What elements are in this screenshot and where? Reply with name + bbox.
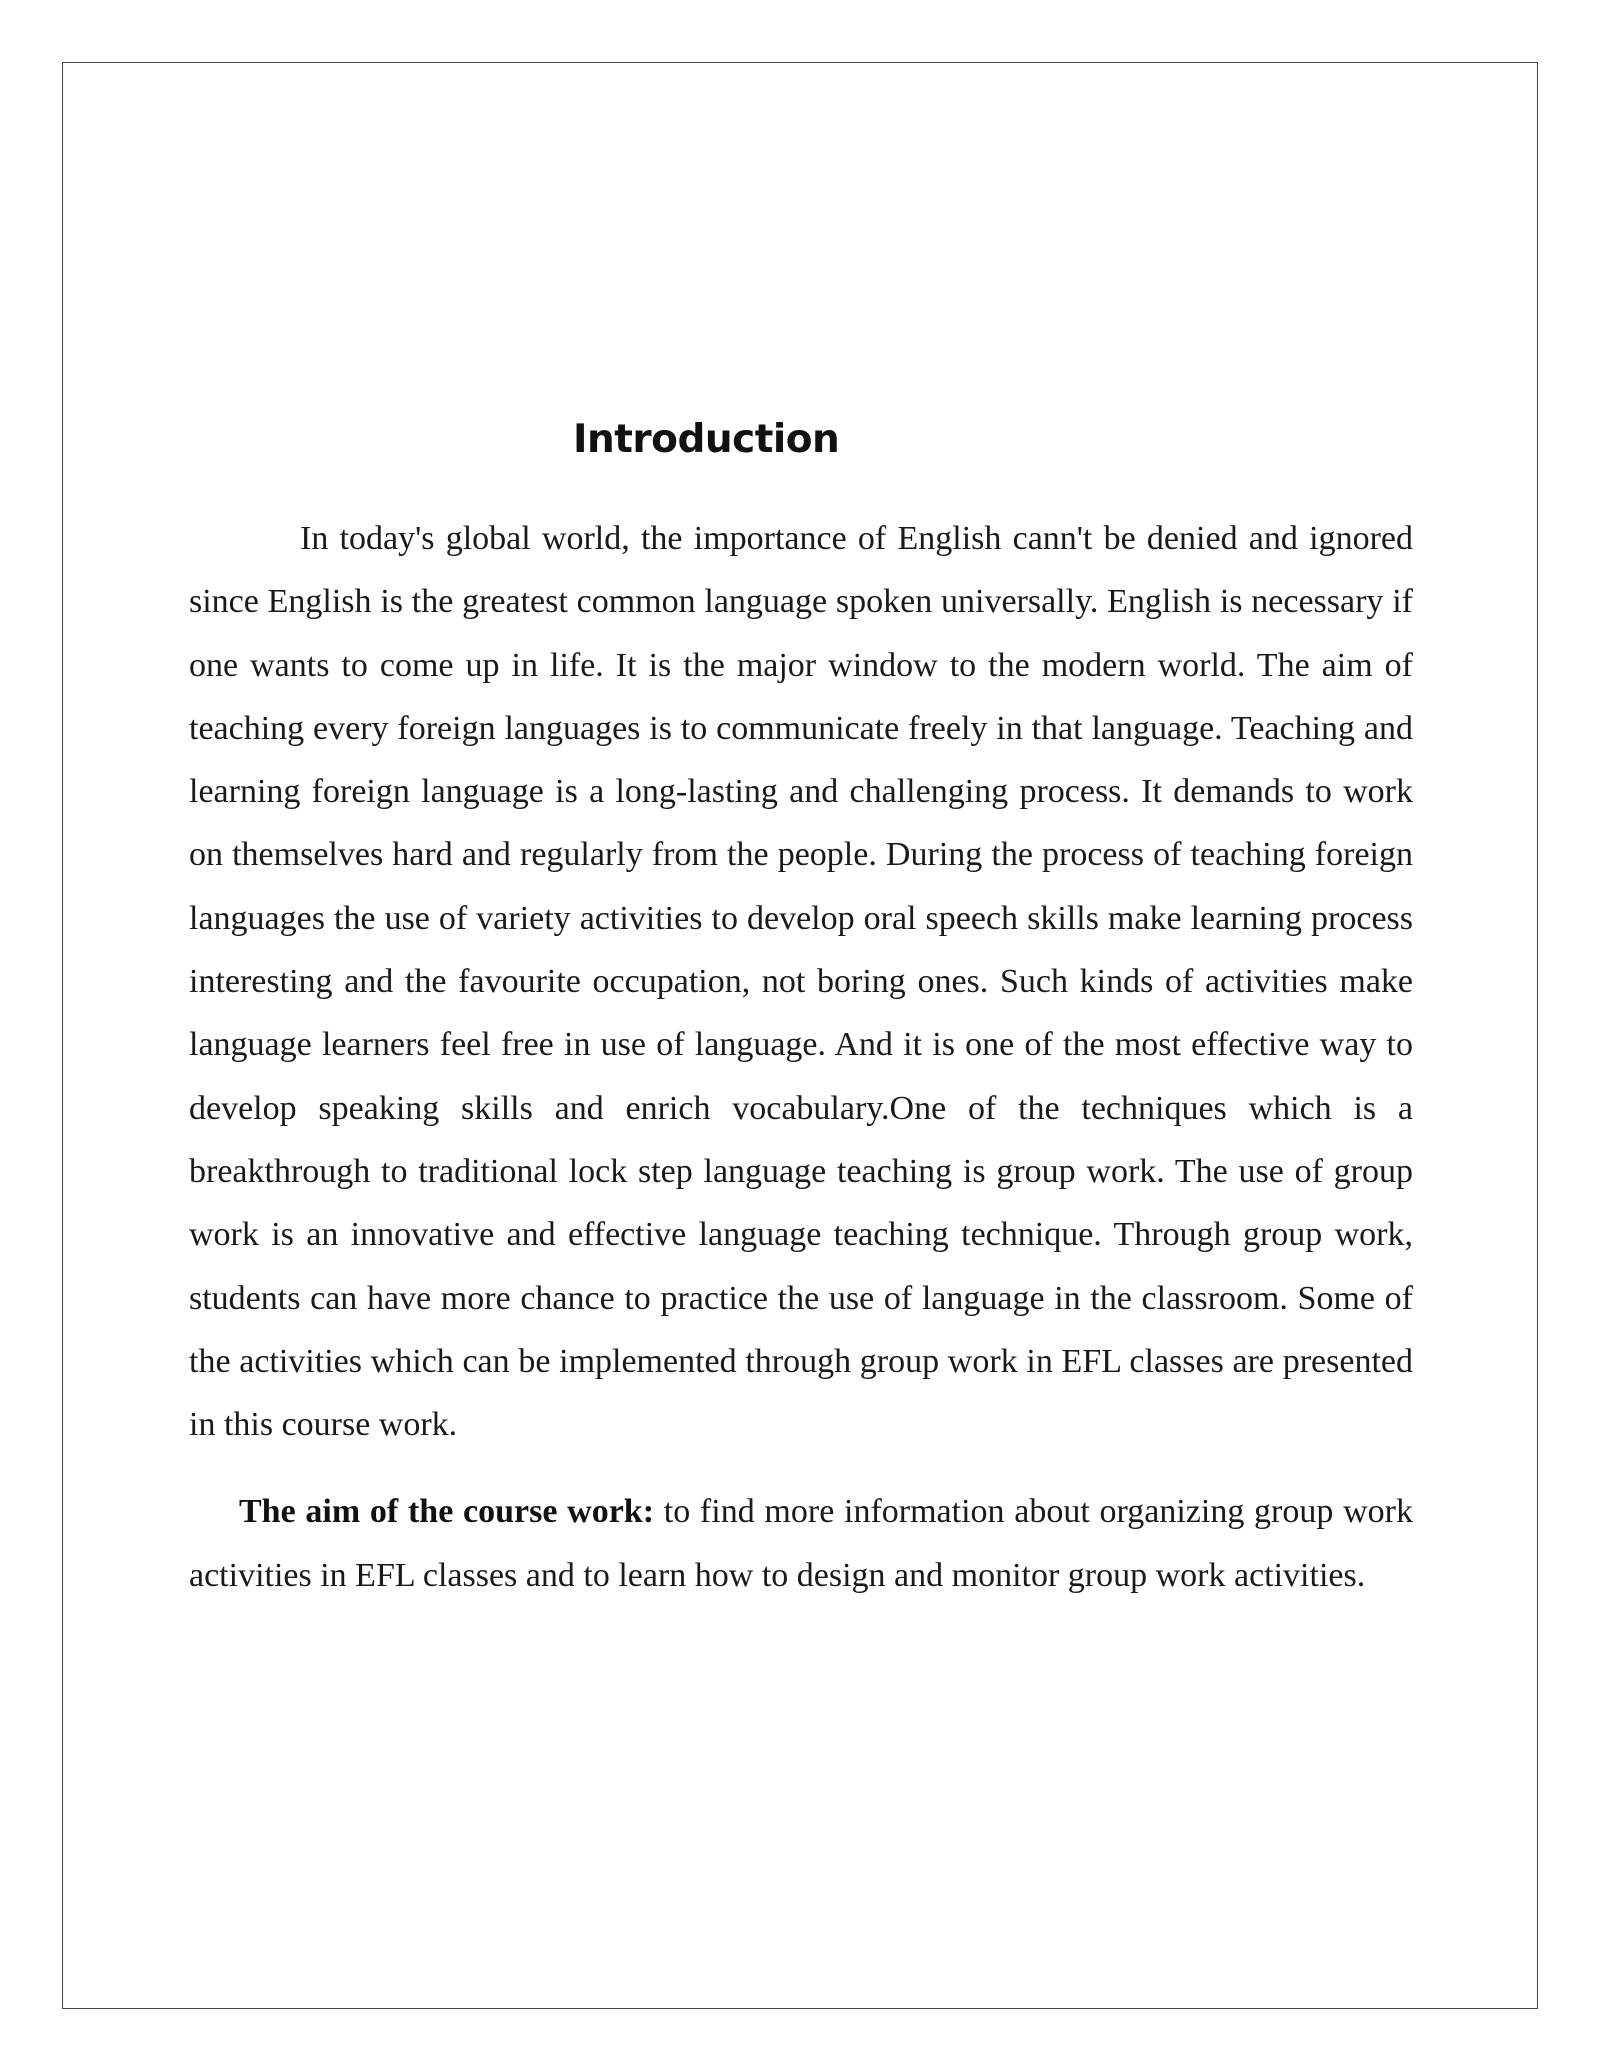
- page-content: [189, 410, 1413, 1607]
- page-title: Introduction: [573, 417, 840, 462]
- intro-paragraph: In today's global world, the importance of English cann't be denied and ignored since English is the greatest common language spoken universally. English is necessary if one wants to come up in life. It is the major window to the modern world. The aim of teaching every foreign languages is to communicate freely in that language. Teaching and learning foreign language is a long-lasting and challenging process. It demands to work on themselves hard and regularly from the people. During the process of teaching foreign languages the use of variety activities to develop oral speech skills make learning process interesting and the favourite occupation, not boring ones. Such kinds of activities make language learners feel free in use of language. And it is one of the most effective way to develop speaking skills and enrich vocabulary.One of the techniques which is a breakthrough to traditional lock step language teaching is group work. The use of group work is an innovative and effective language teaching technique. Through group work, students can have more chance to practice the use of language in the classroom. Some of the activities which can be implemented through group work in EFL classes are presented in this course work.: [189, 520, 1413, 1444]
- aim-label: The aim of the course work:: [239, 1493, 655, 1531]
- aim-paragraph: [189, 1480, 1413, 1607]
- aim-text: to find more information about organizing group work activities in EFL classes and to learn how to design and monitor group work activities.: [189, 1493, 1413, 1594]
